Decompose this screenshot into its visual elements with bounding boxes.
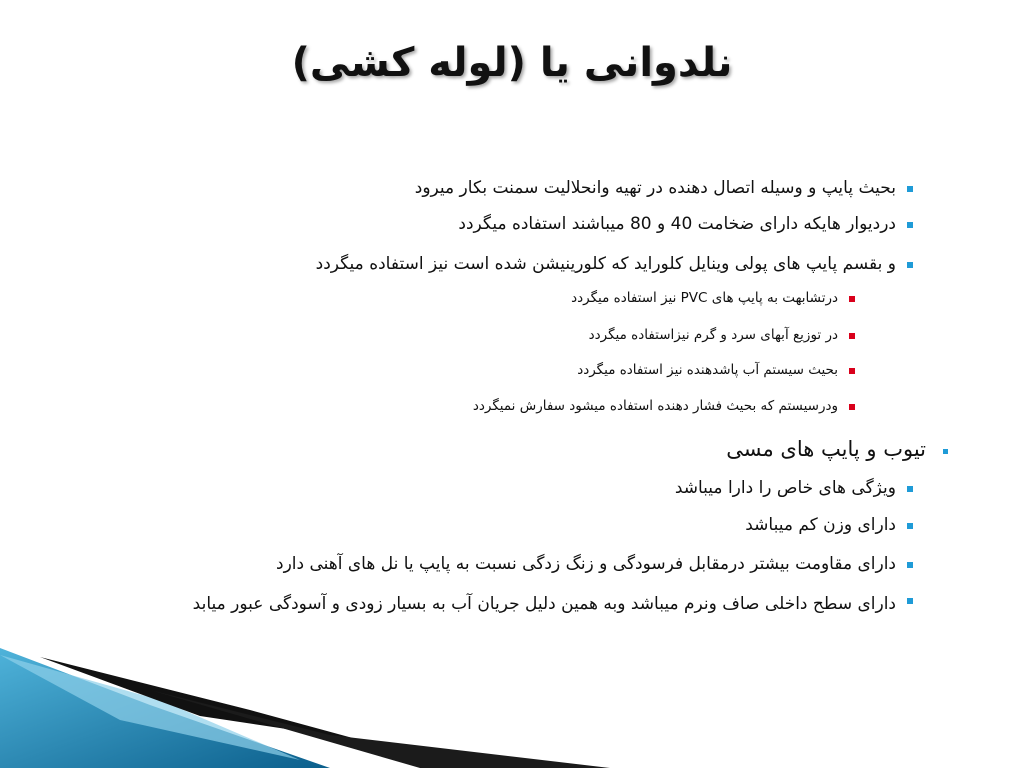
list-item-text: دارای سطح داخلی صاف ونرم میباشد وبه همین دلیل جریان آب به بسیار زودی و آسودگی عبور میابد [192,594,896,614]
list-item [316,254,896,274]
slide-title: نلدوانی یا (لوله کشی) [291,40,733,86]
bullet-square-icon [907,186,913,192]
bullet-square-icon [907,598,913,604]
bullet-square-icon [849,368,855,374]
bullet-square-icon [907,562,913,568]
bullet-square-icon [907,222,913,228]
list-item-text: دارای مقاومت بیشتر درمقابل فرسودگی و زنگ زدگی نسبت به پایپ یا نل های آهنی دارد [276,554,896,574]
section-heading-text: تیوب و پایپ های مسی [726,437,926,461]
list-item-text: و بقسم پایپ های پولی وینایل کلوراید که کلورینیشن شده است نیز استفاده میگردد [315,254,896,274]
list-item [745,515,896,535]
bullet-square-icon [849,296,855,302]
list-item [458,214,896,234]
list-item-text: دردیوار هایکه دارای ضخامت 40 و 80 میباشند استفاده میگردد [458,214,896,234]
list-item [415,178,896,198]
sub-list-item-text: بحیث سیستم آب پاشدهنده نیز استفاده میگردد [577,362,838,378]
light-streak [0,655,300,760]
sub-list-item-text: ودرسیستم که بحیث فشار دهنده استفاده میشود سفارش نمیگردد [472,398,838,414]
bullet-square-icon [849,404,855,410]
sub-list-item [577,362,838,378]
list-item [276,554,896,574]
bullet-square-icon [907,523,913,529]
list-item [56,590,896,618]
bullet-square-icon [907,486,913,492]
list-item-text: دارای وزن کم میباشد [745,515,896,535]
section-heading [726,437,926,461]
sub-list-item [571,290,838,306]
dark-swoosh [40,657,360,740]
bullet-square-icon [849,333,855,339]
bullet-square-icon [907,262,913,268]
list-item [675,478,896,498]
list-item-text: ویژگی های خاص را دارا میباشد [674,478,896,498]
list-item-text: بحیث پایپ و وسیله اتصال دهنده در تهیه وانحلالیت سمنت بکار میرود [414,178,896,198]
sub-list-item-text: در توزیع آبهای سرد و گرم نیزاستفاده میگردد [588,327,838,343]
bullet-square-icon [943,449,948,454]
blue-swoosh [0,648,330,768]
sub-list-item [473,398,838,414]
sub-list-item [589,327,838,343]
dark-swoosh-tail [150,690,610,768]
sub-list-item-text: درتشابهت به پایپ های PVC نیز استفاده میگردد [571,290,838,306]
